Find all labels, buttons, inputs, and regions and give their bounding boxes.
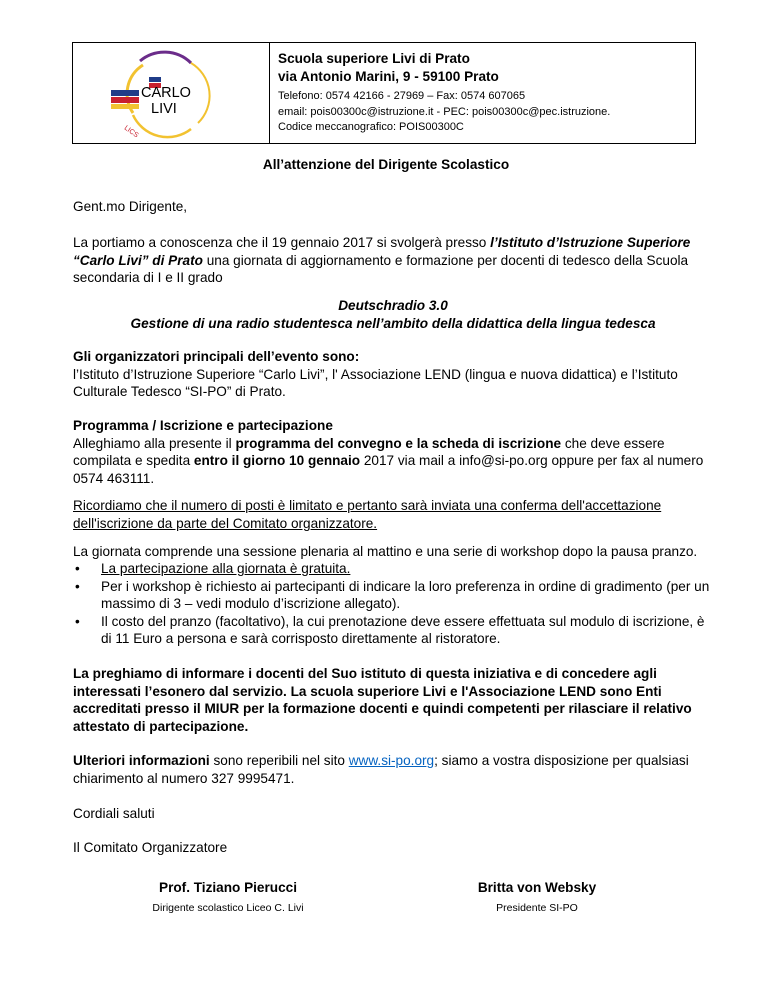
reminder-text: Ricordiamo che il numero di posti è limitato e pertanto sarà inviata una conferma dell'accettazione dell'iscrizione da parte del Comitato organizzatore. <box>73 498 662 531</box>
bullet-list <box>73 560 713 648</box>
closing: Cordiali saluti <box>73 805 155 821</box>
program-text-c: che deve essere compilata e spedita <box>73 435 665 469</box>
program-deadline: entro il giorno 10 gennaio <box>193 453 361 469</box>
letter-body <box>73 156 713 857</box>
school-logo <box>73 43 269 143</box>
attention-line: All’attenzione del Dirigente Scolastico <box>262 157 510 172</box>
website-link[interactable]: www.si-po.org <box>348 753 435 769</box>
list-item <box>73 578 713 613</box>
bullet-icon: • <box>75 578 80 594</box>
logo-text-line1: CARLO <box>141 85 191 101</box>
school-info <box>270 43 610 143</box>
school-name: Scuola superiore Livi di Prato <box>278 51 470 66</box>
program-text-b: programma del convegno e la scheda di iscrizione <box>235 435 562 451</box>
school-code: Codice meccanografico: POIS00300C <box>278 121 464 133</box>
list-item <box>73 613 713 648</box>
organizers-heading: Gli organizzatori principali dell’evento sono: <box>73 349 360 365</box>
letterhead <box>72 42 696 144</box>
bullet-icon: • <box>75 613 80 629</box>
bullet-icon: • <box>75 561 80 577</box>
event-subtitle: Gestione di una radio studentesca nell’ambito della didattica della lingua tedesca <box>130 315 656 331</box>
program-text-e: 2017 via mail a info@si-po.org oppure per fax al numero 0574 463111. <box>73 453 704 486</box>
event-title: Deutschradio 3.0 <box>338 297 448 313</box>
list-item <box>73 560 713 578</box>
school-address: via Antonio Marini, 9 - 59100 Prato <box>278 69 499 84</box>
signature-name: Prof. Tiziano Pierucci <box>159 880 297 895</box>
bullet-text: Il costo del pranzo (facoltativo), la cui prenotazione deve essere effettuata sul modulo di iscrizione, è di 11 Euro a persona e sarà corrisposto direttamente al ristoratore. <box>101 613 705 647</box>
more-info-label: Ulteriori informazioni <box>73 753 210 769</box>
more-info-text: sono reperibili nel sito <box>209 753 349 769</box>
organizers-text: l’Istituto d’Istruzione Superiore “Carlo Livi”, l' Associazione LEND (lingua e nuova didattica) e l’Istituto Culturale Tedesco “SI-PO” di Prato. <box>73 366 678 400</box>
more-info-text-end: ; siamo a vostra disposizione per qualsiasi chiarimento al numero 327 9995471. <box>73 753 689 787</box>
committee: Il Comitato Organizzatore <box>73 840 228 856</box>
signature-right <box>407 879 667 915</box>
program-heading: Programma / Iscrizione e partecipazione <box>73 417 333 433</box>
intro-text: La portiamo a conoscenza che il 19 gennaio 2017 si svolgerà presso <box>73 235 491 251</box>
signature-name: Britta von Websky <box>477 880 597 895</box>
request-paragraph: La preghiamo di informare i docenti del Suo istituto di questa iniziativa e di concedere agli interessati l’esonero dal servizio. La scuola superiore Livi e l'Associazione LEND sono Enti accreditati presso il MIUR per la formazione docenti e quindi competenti per rilasciare il relativo attestato di partecipazione. <box>73 666 692 734</box>
program-text-a: Alleghiamo alla presente il <box>73 435 236 451</box>
institute-name: l’Istituto d’Istruzione Superiore “Carlo Livi” di Prato <box>73 235 691 268</box>
salutation: Gent.mo Dirigente, <box>73 198 188 214</box>
signature-role: Presidente SI-PO <box>496 902 578 914</box>
bullet-text: Per i workshop è richiesto ai partecipanti di indicare la loro preferenza in ordine di gradimento (per un massimo di 3 – vedi modulo d’iscrizione allegato). <box>101 578 710 612</box>
logo-text-sub: LICS <box>122 124 140 140</box>
logo-text-line2: LIVI <box>151 101 177 117</box>
intro-text-end: una giornata di aggiornamento e formazione per docenti di tedesco della Scuola secondaria di I e II grado <box>73 252 689 286</box>
logo-cell <box>73 43 270 143</box>
signature-role: Dirigente scolastico Liceo C. Livi <box>152 902 304 914</box>
intro-paragraph <box>73 234 713 287</box>
school-phone: Telefono: 0574 42166 - 27969 – Fax: 0574 607065 <box>278 90 526 102</box>
day-description: La giornata comprende una sessione plenaria al mattino e una serie di workshop dopo la pausa pranzo. <box>73 543 698 559</box>
more-info-paragraph <box>73 752 713 787</box>
signature-left <box>98 879 358 915</box>
bullet-text: La partecipazione alla giornata è gratuita. <box>101 561 351 577</box>
school-email: email: pois00300c@istruzione.it - PEC: pois00300c@pec.istruzione. <box>278 105 611 118</box>
program-text <box>73 435 713 488</box>
